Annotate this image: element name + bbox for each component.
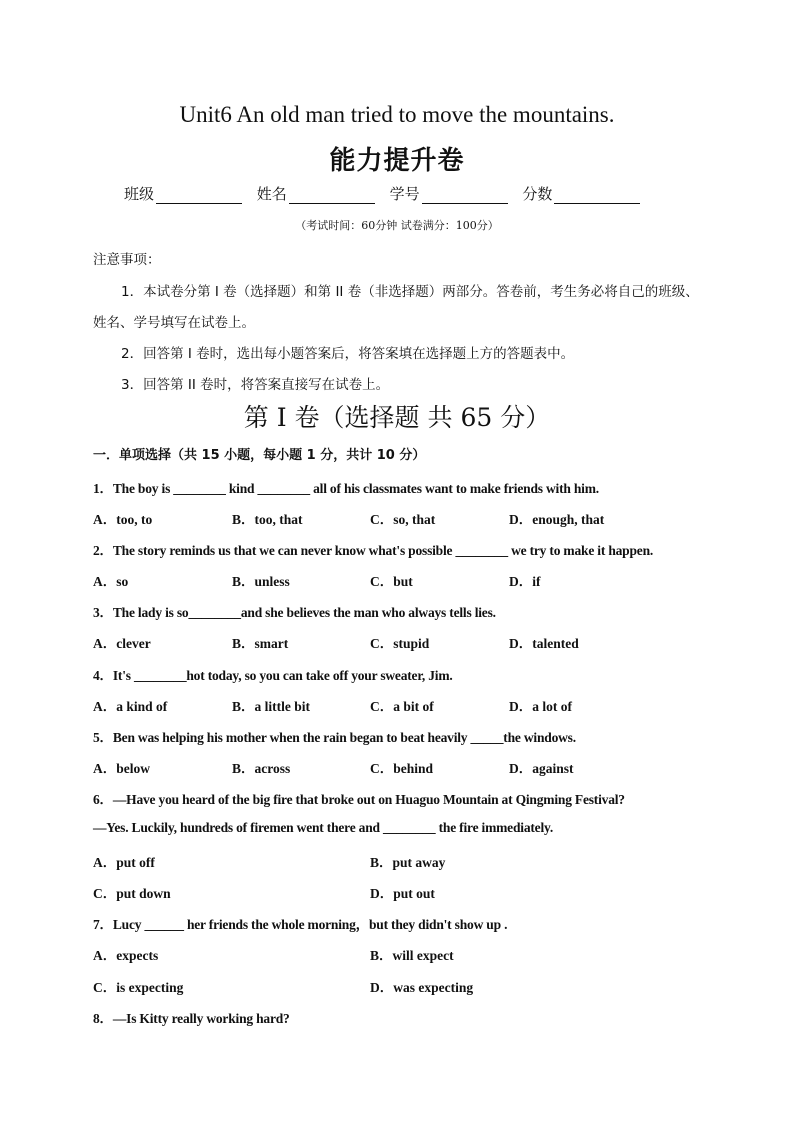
note-line: 姓名、学号填写在试卷上。 [93,315,255,331]
option-b[interactable]: B．a little bit [232,699,310,714]
student-info-fields [124,183,684,204]
option-c[interactable]: C．stupid [370,636,430,651]
question-stem: 2．The story reminds us that we can never know what's possible ________ we try to make it happen. [93,543,654,558]
option-a[interactable]: A．so [93,574,129,589]
note-line: 1．本试卷分第 I 卷（选择题）和第 II 卷（非选择题）两部分。答卷前，考生务必将自己的班级、 [121,284,699,300]
option-d[interactable]: D．put out [370,886,435,901]
option-a[interactable]: A．put off [93,855,155,870]
question-stem: 5．Ben was helping his mother when the rain began to beat heavily _____the windows. [93,730,576,745]
question-stem: 4．It's ________hot today, so you can take off your sweater, Jim. [93,668,453,683]
option-b[interactable]: B．put away [370,855,446,870]
question-stem: 6．—Have you heard of the big fire that broke out on Huaguo Mountain at Qingming Festival? [93,792,625,807]
question-stem-continued: —Yes. Luckily, hundreds of firemen went there and ________ the fire immediately. [93,820,553,835]
part-title: 一．单项选择（共 15 小题，每小题 1 分，共计 10 分） [93,448,426,463]
option-d[interactable]: D．if [509,574,541,589]
section-title: 第 I 卷（选择题 共 65 分） [243,403,551,432]
option-c[interactable]: C．a bit of [370,699,434,714]
title-english: Unit6 An old man tried to move the mountains. [179,102,615,127]
student-number-field[interactable]: 学号 [390,183,508,204]
score-field[interactable]: 分数 [522,183,640,204]
question-stem: 3．The lady is so________and she believes the man who always tells lies. [93,605,496,620]
name-field[interactable]: 姓名 [257,183,375,204]
class-field[interactable]: 班级 [124,183,242,204]
option-d[interactable]: D．enough, that [509,512,605,527]
option-d[interactable]: D．talented [509,636,579,651]
exam-info: （考试时间：60分钟 试卷满分：100分） [295,219,499,232]
option-c[interactable]: C．so, that [370,512,436,527]
title-chinese: 能力提升卷 [329,146,465,176]
option-d[interactable]: D．against [509,761,574,776]
note-line: 2．回答第 I 卷时，选出每小题答案后，将答案填在选择题上方的答题表中。 [121,346,575,362]
question-stem: 8．—Is Kitty really working hard? [93,1011,290,1026]
option-c[interactable]: C．behind [370,761,434,776]
question-stem: 7．Lucy ______ her friends the whole morning，but they didn't show up . [93,917,508,932]
option-c[interactable]: C．but [370,574,413,589]
note-line: 3．回答第 II 卷时，将答案直接写在试卷上。 [121,377,390,393]
option-a[interactable]: A．too, to [93,512,153,527]
option-c[interactable]: C．put down [93,886,171,901]
option-b[interactable]: B．unless [232,574,290,589]
option-a[interactable]: A．expects [93,948,159,963]
option-c[interactable]: C．is expecting [93,980,184,995]
option-b[interactable]: B．across [232,761,291,776]
option-a[interactable]: A．a kind of [93,699,168,714]
option-a[interactable]: A．below [93,761,150,776]
notes-heading: 注意事项： [93,252,161,268]
option-d[interactable]: D．was expecting [370,980,474,995]
question-stem: 1．The boy is ________ kind ________ all of his classmates want to make friends with him. [93,481,599,496]
option-b[interactable]: B．smart [232,636,289,651]
option-d[interactable]: D．a lot of [509,699,572,714]
option-b[interactable]: B．too, that [232,512,303,527]
option-a[interactable]: A．clever [93,636,151,651]
option-b[interactable]: B．will expect [370,948,454,963]
